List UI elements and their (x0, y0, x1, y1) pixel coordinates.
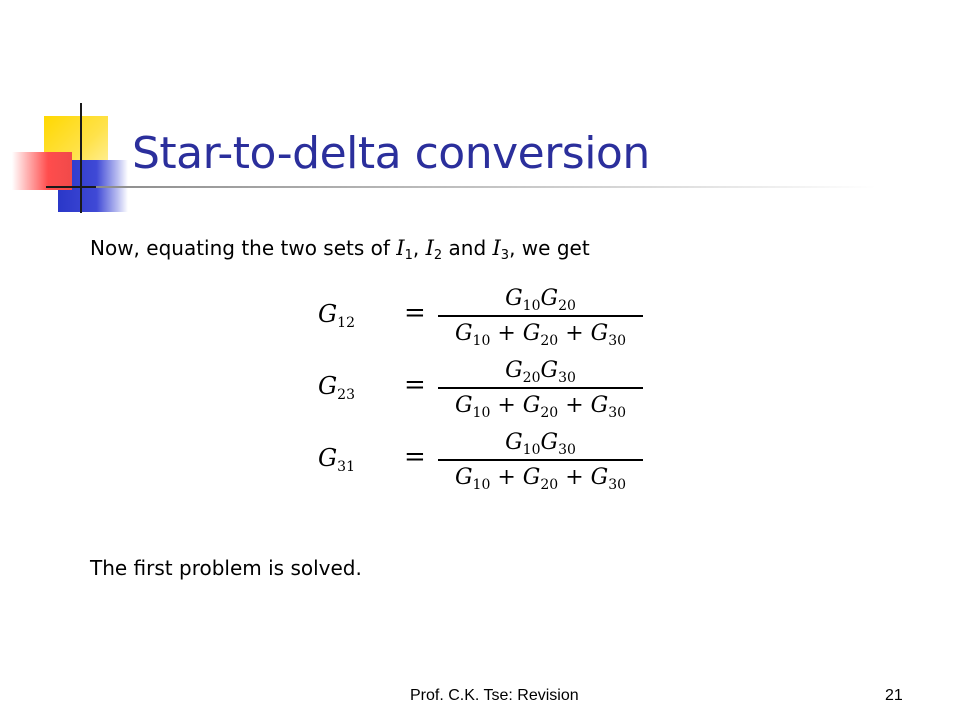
fraction-bar (438, 459, 643, 461)
current-sub-1: 1 (404, 248, 413, 263)
footer-author: Prof. C.K. Tse: Revision (410, 687, 579, 704)
numerator: $G_{10}G_{20}$ (505, 286, 576, 314)
denominator: $G_{10} + G_{20} + G_{30}$ (454, 321, 627, 349)
slide-title: Star-to-delta conversion (132, 128, 650, 179)
numerator: $G_{10}G_{30}$ (505, 430, 576, 458)
fraction-bar (438, 387, 643, 389)
denominator: $G_{10} + G_{20} + G_{30}$ (454, 465, 627, 493)
fraction-bar (438, 315, 643, 317)
equation-lhs: $G_{23}$ (318, 372, 355, 403)
fraction (438, 428, 643, 493)
decor-vertical-line (80, 103, 82, 213)
intro-after: , we get (509, 236, 590, 260)
current-var-3: I (492, 236, 501, 260)
equals-sign: = (404, 442, 426, 472)
equals-sign: = (404, 298, 426, 328)
intro-before: Now, equating the two sets of (90, 236, 397, 260)
equation-g31 (318, 428, 648, 494)
denominator: $G_{10} + G_{20} + G_{30}$ (454, 393, 627, 421)
slide-number: 21 (885, 687, 903, 704)
equation-lhs: $G_{31}$ (318, 444, 355, 475)
current-var-1: I (396, 236, 405, 260)
intro-sep-2: and (442, 236, 493, 260)
current-sub-2: 2 (433, 248, 443, 263)
decor-red-square (12, 152, 72, 190)
numerator: $G_{20}G_{30}$ (505, 358, 576, 386)
intro-sep-1: , (412, 236, 426, 260)
equation-g12 (318, 284, 648, 350)
current-var-2: I (425, 236, 434, 260)
title-underline (96, 186, 876, 188)
fraction (438, 356, 643, 421)
fraction (438, 284, 643, 349)
intro-text (90, 236, 590, 263)
equation-g23 (318, 356, 648, 422)
equals-sign: = (404, 370, 426, 400)
equation-lhs: $G_{12}$ (318, 300, 355, 331)
current-sub-3: 3 (500, 248, 510, 263)
conclusion-text: The first problem is solved. (90, 556, 362, 580)
